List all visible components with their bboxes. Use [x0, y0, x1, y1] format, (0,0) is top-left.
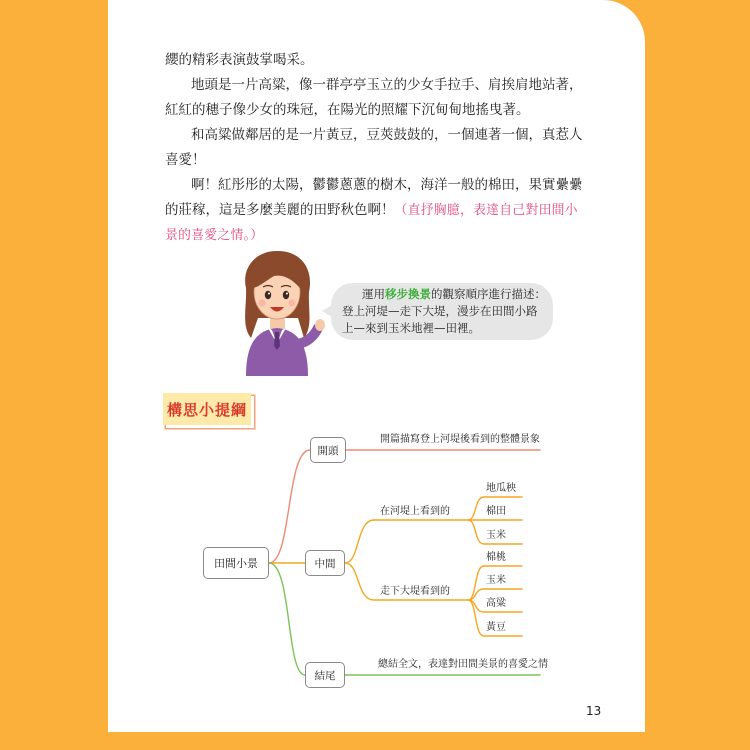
text-line: 和高粱做鄰居的是一片黃豆，豆莢鼓鼓的，一個連著一個，真惹人 — [191, 127, 583, 143]
outline-heading: 構思小提綱 — [163, 393, 251, 425]
mind-map-root: 田間小景 — [203, 547, 269, 579]
node-beginning: 開頭 — [310, 437, 346, 463]
group-label-riverbank: 在河堤上看到的 — [380, 506, 450, 517]
group-label-downhill: 走下大堤看到的 — [380, 586, 450, 597]
leaf-item: 玉米 — [486, 530, 506, 541]
leaf-item: 黃豆 — [486, 622, 506, 633]
node-ending: 結尾 — [305, 662, 345, 688]
annotation-note: （直抒胸臆，表達自己對田間小 — [394, 203, 578, 218]
leaf-item: 棉田 — [486, 506, 506, 517]
beginning-detail: 開篇描寫登上河堤後看到的整體景象 — [380, 434, 540, 445]
body-text — [165, 48, 610, 248]
annotation-note: 景的喜愛之情。） — [165, 228, 264, 243]
leaf-item: 高粱 — [486, 598, 506, 609]
text-line: 啊！紅彤彤的太陽，鬱鬱蔥蔥的樹木，海洋一般的棉田，果實纍纍 — [191, 177, 583, 193]
tip-suffix: 的觀察順序進行描述： — [431, 287, 546, 301]
text-line — [165, 223, 610, 248]
leaf-item: 棉桃 — [486, 552, 506, 563]
tip-line — [331, 286, 553, 303]
tip-highlight: 移步換景 — [385, 287, 431, 301]
text-segment: 的莊稼，這是多麼美麗的田野秋色啊！ — [165, 202, 395, 218]
ending-detail: 總結全文，表達對田間美景的喜愛之情 — [378, 659, 548, 670]
tip-line: 上—來到玉米地裡—田裡。 — [342, 321, 480, 335]
node-middle: 中間 — [305, 550, 345, 576]
text-line — [165, 198, 610, 223]
tip-prefix: 運用 — [362, 287, 385, 301]
leaf-item: 地瓜秧 — [486, 483, 516, 494]
teacher-illustration — [228, 246, 328, 376]
text-line: 纓的精彩表演鼓掌喝采。 — [165, 52, 314, 68]
page-number: 13 — [586, 704, 602, 718]
teacher-tip-bubble — [331, 283, 553, 340]
leaf-item: 玉米 — [486, 575, 506, 586]
tip-line: 登上河堤—走下大堤，漫步在田間小路 — [342, 304, 538, 318]
text-line: 喜愛！ — [165, 152, 206, 168]
text-line: 地頭是一片高粱，像一群亭亭玉立的少女手拉手、肩挨肩地站著， — [191, 77, 583, 93]
text-line: 紅紅的穗子像少女的珠冠，在陽光的照耀下沉甸甸地搖曳著。 — [165, 102, 530, 118]
